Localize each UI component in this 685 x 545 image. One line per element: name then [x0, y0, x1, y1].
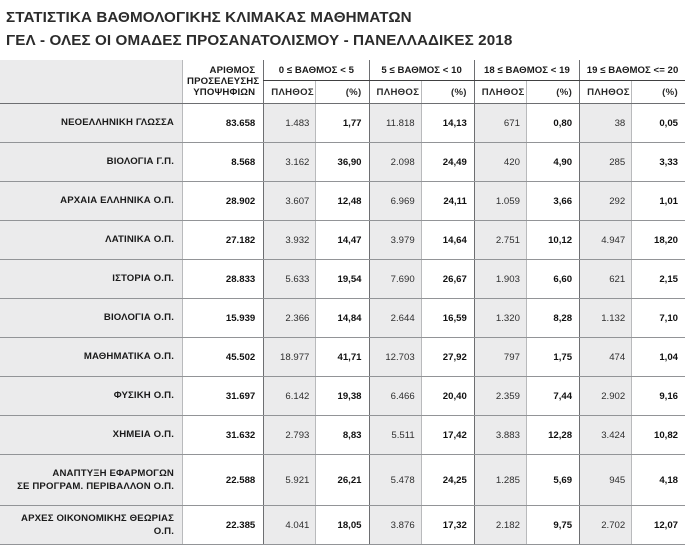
cell-count-g2: 2.098: [369, 143, 421, 182]
cell-count-g3: 1.903: [474, 260, 526, 299]
header-sub-count-g2: ΠΛΗΘΟΣ: [369, 81, 421, 104]
cell-count-g1: 4.041: [264, 506, 316, 545]
cell-subject-name: [0, 299, 183, 338]
cell-total-candidates: 28.833: [183, 260, 264, 299]
cell-pct-g2: 17,32: [421, 506, 474, 545]
cell-pct-g4: 1,01: [632, 182, 685, 221]
cell-pct-g3: 5,69: [526, 455, 579, 506]
table-row: [0, 260, 685, 299]
cell-pct-g3: 9,75: [526, 506, 579, 545]
table-row: [0, 455, 685, 506]
cell-pct-g1: 41,71: [316, 338, 369, 377]
cell-pct-g3: 6,60: [526, 260, 579, 299]
cell-subject-name: [0, 455, 183, 506]
cell-subject-name: [0, 416, 183, 455]
cell-total-candidates: 83.658: [183, 104, 264, 143]
cell-pct-g2: 24,49: [421, 143, 474, 182]
cell-count-g1: 6.142: [264, 377, 316, 416]
cell-subject-name: [0, 260, 183, 299]
cell-pct-g4: 2,15: [632, 260, 685, 299]
subject-line-1: ΦΥΣΙΚΗ Ο.Π.: [113, 390, 175, 402]
cell-count-g4: 285: [580, 143, 632, 182]
cell-count-g4: 945: [580, 455, 632, 506]
subject-line-1: ΝΕΟΕΛΛΗΝΙΚΗ ΓΛΩΣΣΑ: [61, 117, 175, 129]
cell-count-g3: 671: [474, 104, 526, 143]
cell-total-candidates: 22.385: [183, 506, 264, 545]
header-group-0-5: 0 ≤ ΒΑΘΜΟΣ < 5: [264, 60, 369, 81]
header-total-line-1: ΑΡΙΘΜΟΣ: [209, 65, 256, 76]
subject-line-1: ΙΣΤΟΡΙΑ Ο.Π.: [112, 273, 175, 285]
cell-pct-g4: 3,33: [632, 143, 685, 182]
cell-pct-g2: 16,59: [421, 299, 474, 338]
cell-pct-g4: 7,10: [632, 299, 685, 338]
cell-total-candidates: 31.632: [183, 416, 264, 455]
cell-count-g3: 1.320: [474, 299, 526, 338]
cell-count-g3: 1.285: [474, 455, 526, 506]
cell-count-g3: 420: [474, 143, 526, 182]
table-body: [0, 104, 685, 545]
cell-count-g4: 292: [580, 182, 632, 221]
header-sub-pct-g4: (%): [632, 81, 685, 104]
table-row: [0, 221, 685, 260]
cell-count-g2: 11.818: [369, 104, 421, 143]
header-sub-pct-g3: (%): [526, 81, 579, 104]
table-row: [0, 299, 685, 338]
header-row-groups: [0, 60, 685, 81]
cell-pct-g1: 26,21: [316, 455, 369, 506]
title-block: [0, 0, 685, 51]
cell-count-g2: 12.703: [369, 338, 421, 377]
cell-pct-g2: 20,40: [421, 377, 474, 416]
cell-count-g3: 797: [474, 338, 526, 377]
subject-line-2: ΣΕ ΠΡΟΓΡΑΜ. ΠΕΡΙΒΑΛΛΟΝ Ο.Π.: [17, 481, 175, 492]
subject-line-1: ΒΙΟΛΟΓΙΑ Ο.Π.: [103, 312, 175, 324]
cell-pct-g1: 19,54: [316, 260, 369, 299]
subject-line-1: ΑΝΑΠΤΥΞΗ ΕΦΑΡΜΟΓΩΝ: [52, 467, 175, 479]
cell-total-candidates: 31.697: [183, 377, 264, 416]
cell-subject-name: [0, 221, 183, 260]
cell-count-g1: 2.366: [264, 299, 316, 338]
cell-count-g4: 474: [580, 338, 632, 377]
table-header: [0, 60, 685, 104]
cell-count-g4: 2.702: [580, 506, 632, 545]
cell-pct-g2: 14,13: [421, 104, 474, 143]
cell-subject-name: [0, 506, 183, 545]
cell-count-g3: 3.883: [474, 416, 526, 455]
header-total-line-3: ΥΠΟΨΗΦΙΩΝ: [193, 87, 256, 98]
header-sub-count-g4: ΠΛΗΘΟΣ: [580, 81, 632, 104]
cell-pct-g1: 14,47: [316, 221, 369, 260]
cell-pct-g3: 3,66: [526, 182, 579, 221]
cell-pct-g4: 1,04: [632, 338, 685, 377]
cell-count-g2: 2.644: [369, 299, 421, 338]
cell-pct-g3: 10,12: [526, 221, 579, 260]
subject-line-1: ΑΡΧΕΣ ΟΙΚΟΝΟΜΙΚΗΣ ΘΕΩΡΙΑΣ Ο.Π.: [21, 512, 175, 537]
cell-pct-g3: 1,75: [526, 338, 579, 377]
statistics-table: [0, 60, 685, 545]
cell-count-g4: 1.132: [580, 299, 632, 338]
cell-count-g1: 1.483: [264, 104, 316, 143]
cell-count-g4: 4.947: [580, 221, 632, 260]
table-row: [0, 143, 685, 182]
cell-pct-g1: 36,90: [316, 143, 369, 182]
table-row: [0, 377, 685, 416]
cell-count-g1: 2.793: [264, 416, 316, 455]
cell-subject-name: [0, 377, 183, 416]
subject-line-1: ΛΑΤΙΝΙΚΑ Ο.Π.: [105, 234, 175, 246]
cell-count-g4: 3.424: [580, 416, 632, 455]
cell-total-candidates: 28.902: [183, 182, 264, 221]
cell-count-g2: 5.478: [369, 455, 421, 506]
cell-count-g1: 5.921: [264, 455, 316, 506]
header-group-19-20: 19 ≤ ΒΑΘΜΟΣ <= 20: [580, 60, 685, 81]
cell-count-g1: 3.607: [264, 182, 316, 221]
cell-pct-g2: 27,92: [421, 338, 474, 377]
cell-pct-g3: 7,44: [526, 377, 579, 416]
cell-pct-g4: 9,16: [632, 377, 685, 416]
cell-pct-g3: 0,80: [526, 104, 579, 143]
header-group-18-19: 18 ≤ ΒΑΘΜΟΣ < 19: [474, 60, 579, 81]
cell-count-g3: 2.359: [474, 377, 526, 416]
cell-pct-g2: 24,25: [421, 455, 474, 506]
cell-count-g4: 621: [580, 260, 632, 299]
cell-pct-g3: 8,28: [526, 299, 579, 338]
header-cell-spacer: [0, 60, 183, 104]
cell-subject-name: [0, 143, 183, 182]
header-cell-total-candidates: [183, 60, 264, 104]
table-row: [0, 416, 685, 455]
subject-line-1: ΒΙΟΛΟΓΙΑ Γ.Π.: [106, 156, 175, 168]
subject-line-1: ΧΗΜΕΙΑ Ο.Π.: [112, 429, 175, 441]
cell-pct-g2: 24,11: [421, 182, 474, 221]
cell-count-g4: 2.902: [580, 377, 632, 416]
cell-pct-g1: 12,48: [316, 182, 369, 221]
page-title-line-1: ΣΤΑΤΙΣΤΙΚΑ ΒΑΘΜΟΛΟΓΙΚΗΣ ΚΛΙΜΑΚΑΣ ΜΑΘΗΜΑΤΩΝ: [6, 9, 412, 26]
cell-count-g2: 6.969: [369, 182, 421, 221]
cell-total-candidates: 8.568: [183, 143, 264, 182]
table-row: [0, 506, 685, 545]
header-sub-count-g3: ΠΛΗΘΟΣ: [474, 81, 526, 104]
cell-count-g4: 38: [580, 104, 632, 143]
cell-count-g3: 1.059: [474, 182, 526, 221]
cell-count-g1: 5.633: [264, 260, 316, 299]
subject-line-1: ΜΑΘΗΜΑΤΙΚΑ Ο.Π.: [83, 351, 175, 363]
header-total-line-2: ΠΡΟΣΕΛΕΥΣΗΣ: [187, 76, 260, 87]
cell-count-g1: 3.932: [264, 221, 316, 260]
table-row: [0, 338, 685, 377]
subject-line-1: ΑΡΧΑΙΑ ΕΛΛΗΝΙΚΑ Ο.Π.: [60, 195, 175, 207]
cell-pct-g4: 12,07: [632, 506, 685, 545]
header-sub-pct-g2: (%): [421, 81, 474, 104]
cell-pct-g2: 26,67: [421, 260, 474, 299]
cell-count-g2: 3.876: [369, 506, 421, 545]
cell-count-g2: 6.466: [369, 377, 421, 416]
page-title-line-2: ΓΕΛ - ΟΛΕΣ ΟΙ ΟΜΑΔΕΣ ΠΡΟΣΑΝΑΤΟΛΙΣΜΟΥ - ΠΑΝΕΛΛΑΔΙΚΕΣ 2018: [6, 32, 513, 49]
cell-pct-g1: 18,05: [316, 506, 369, 545]
table-row: [0, 104, 685, 143]
cell-count-g1: 3.162: [264, 143, 316, 182]
cell-total-candidates: 15.939: [183, 299, 264, 338]
cell-count-g1: 18.977: [264, 338, 316, 377]
cell-pct-g1: 19,38: [316, 377, 369, 416]
header-sub-pct-g1: (%): [316, 81, 369, 104]
cell-pct-g2: 14,64: [421, 221, 474, 260]
cell-pct-g3: 12,28: [526, 416, 579, 455]
cell-pct-g4: 10,82: [632, 416, 685, 455]
cell-pct-g2: 17,42: [421, 416, 474, 455]
table-row: [0, 182, 685, 221]
cell-pct-g3: 4,90: [526, 143, 579, 182]
cell-subject-name: [0, 104, 183, 143]
cell-count-g2: 3.979: [369, 221, 421, 260]
cell-pct-g4: 4,18: [632, 455, 685, 506]
cell-count-g3: 2.182: [474, 506, 526, 545]
header-group-5-10: 5 ≤ ΒΑΘΜΟΣ < 10: [369, 60, 474, 81]
cell-total-candidates: 22.588: [183, 455, 264, 506]
cell-count-g2: 7.690: [369, 260, 421, 299]
header-sub-count-g1: ΠΛΗΘΟΣ: [264, 81, 316, 104]
cell-total-candidates: 27.182: [183, 221, 264, 260]
cell-pct-g4: 0,05: [632, 104, 685, 143]
cell-pct-g1: 1,77: [316, 104, 369, 143]
cell-subject-name: [0, 338, 183, 377]
cell-pct-g4: 18,20: [632, 221, 685, 260]
cell-total-candidates: 45.502: [183, 338, 264, 377]
cell-count-g2: 5.511: [369, 416, 421, 455]
cell-count-g3: 2.751: [474, 221, 526, 260]
cell-pct-g1: 8,83: [316, 416, 369, 455]
cell-pct-g1: 14,84: [316, 299, 369, 338]
cell-subject-name: [0, 182, 183, 221]
